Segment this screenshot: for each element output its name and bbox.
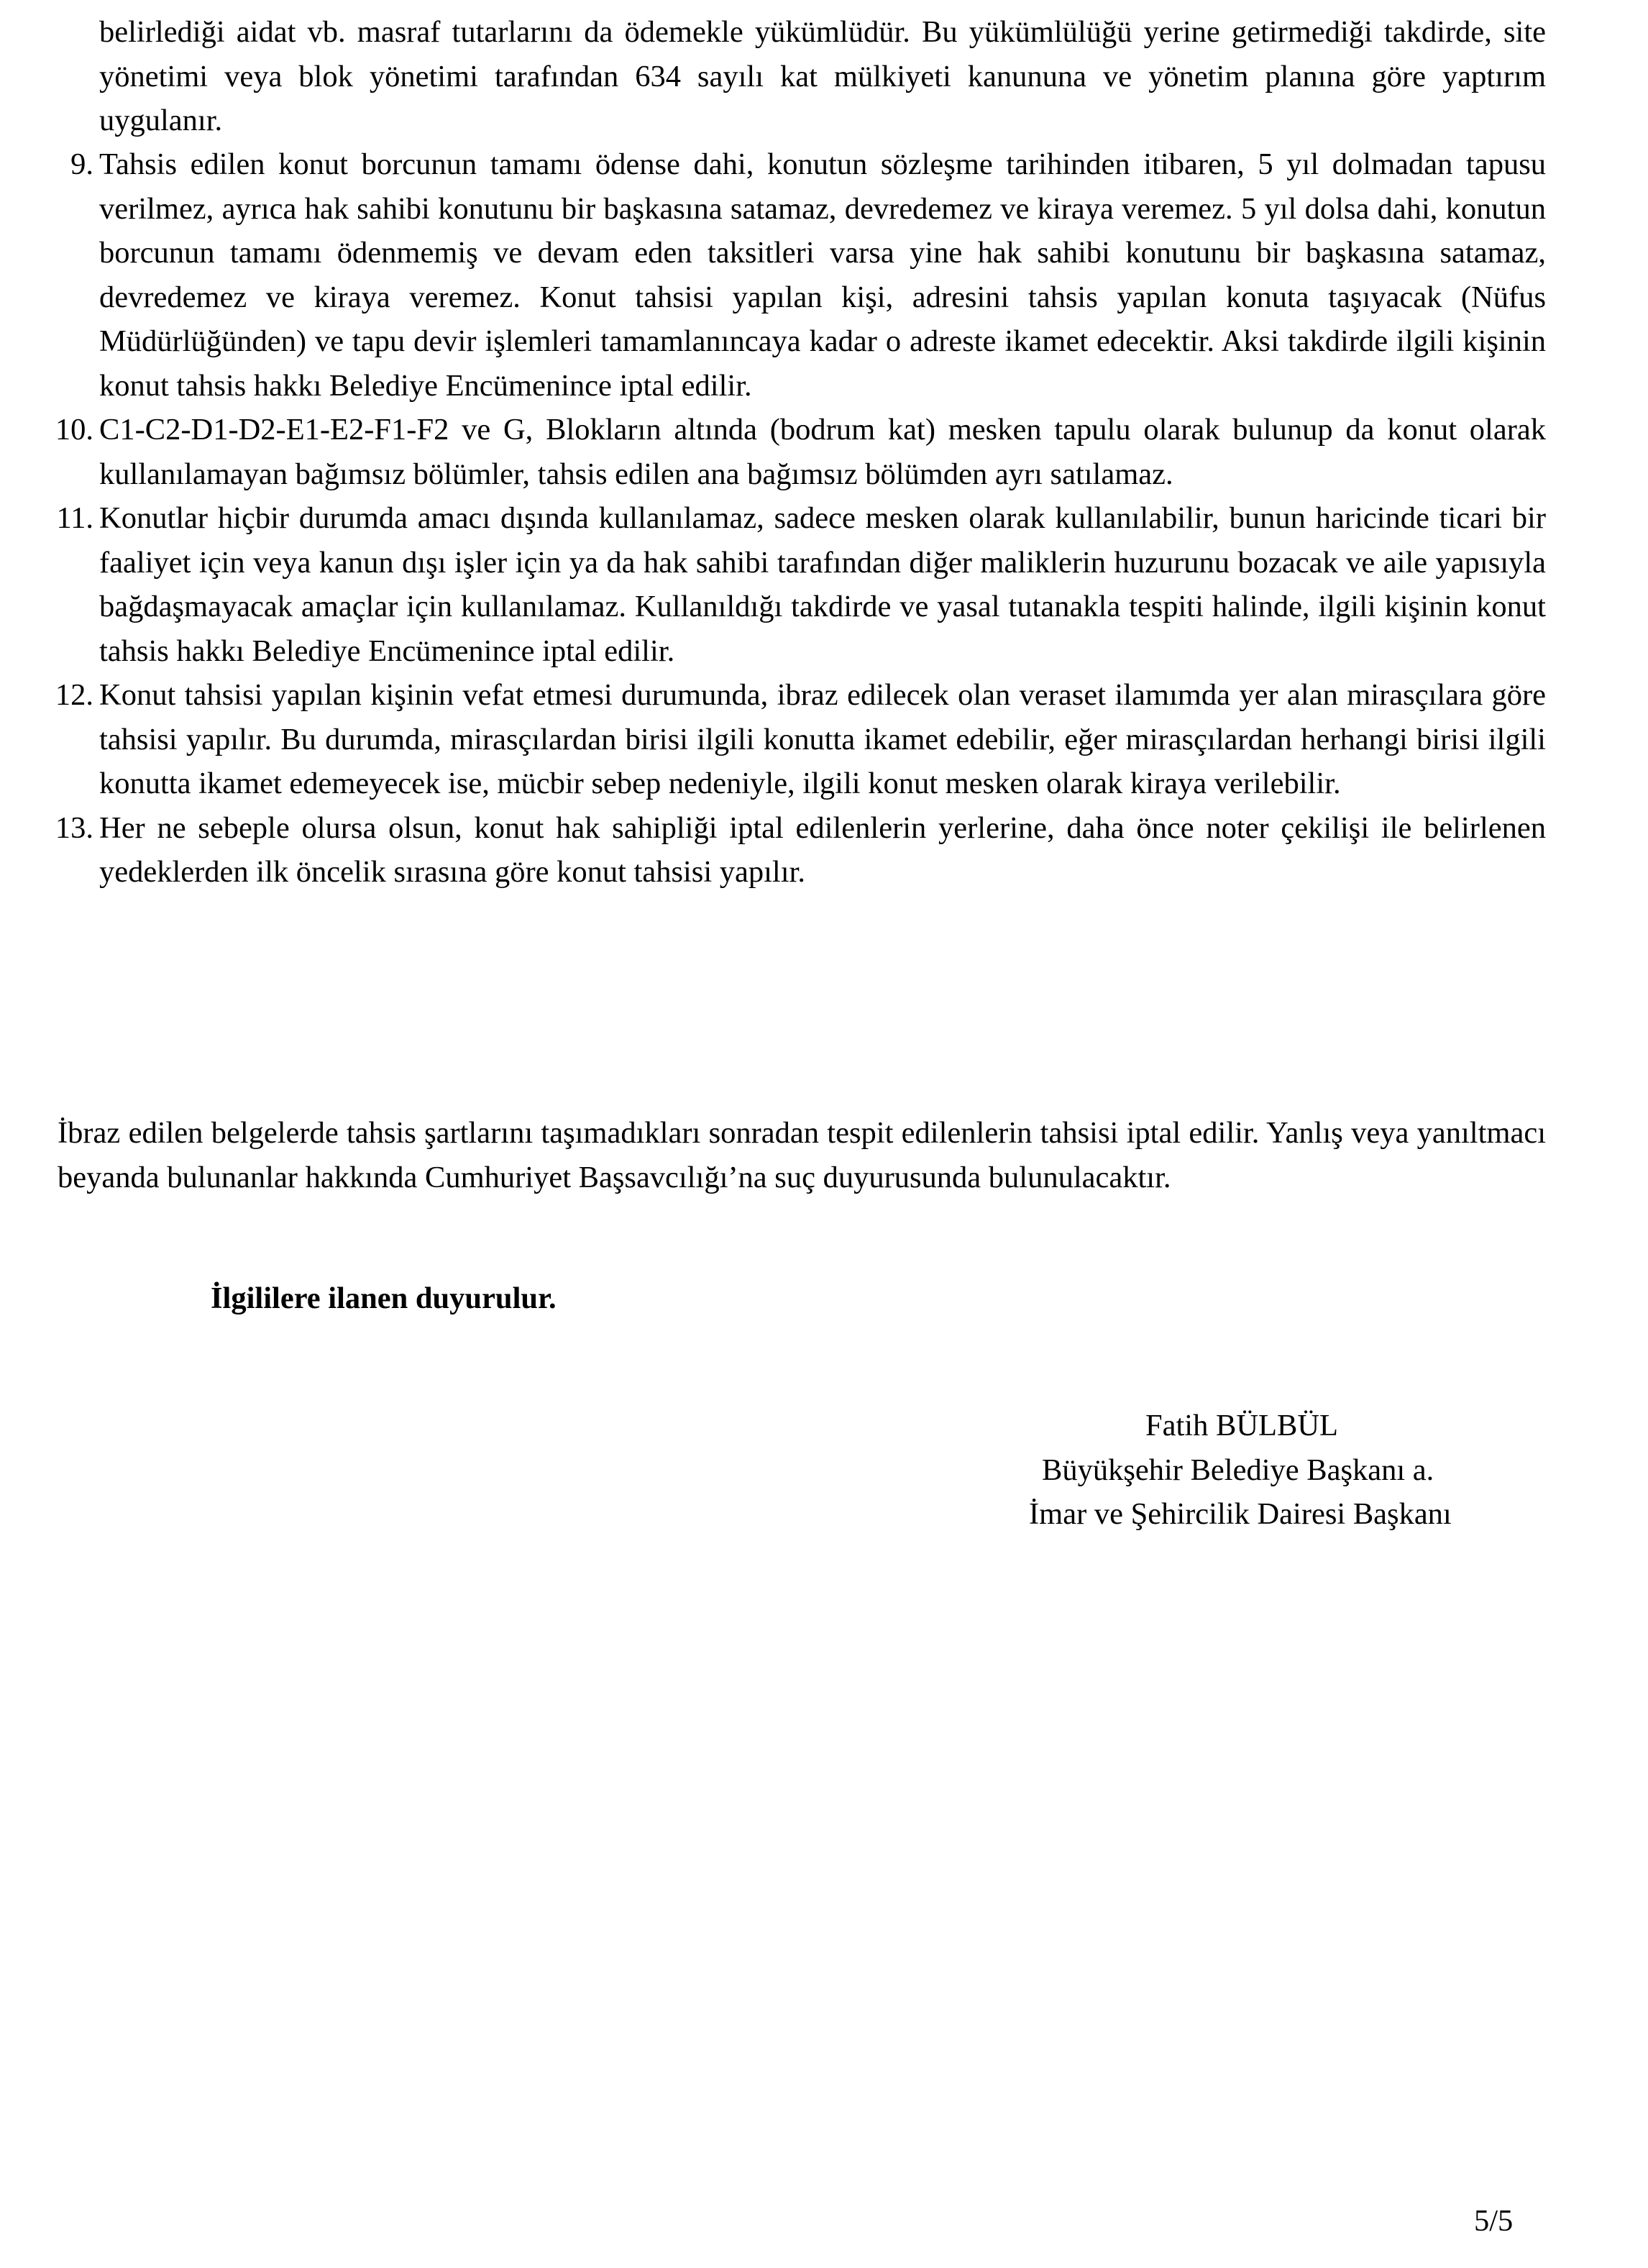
closing-paragraph: İbraz edilen belgelerde tahsis şartlarını taşımadıkları sonradan tespit edilenlerin tahsisi iptal edilir. Yanlış veya yanıltmacı beyanda bulunanlar hakkında Cumhuriyet Başsavcılığı’na suç duyurusunda bulunulacaktır. bbox=[58, 1116, 1546, 1194]
signatory-name: Fatih BÜLBÜL bbox=[1145, 1409, 1338, 1442]
list-item-number: 12. bbox=[55, 678, 93, 712]
list-item-10 bbox=[55, 408, 1546, 496]
announcement-line: İlgililere ilanen duyurulur. bbox=[211, 1281, 557, 1315]
list-item-9 bbox=[58, 142, 1546, 408]
signatory-department: İmar ve Şehircilik Dairesi Başkanı bbox=[1029, 1497, 1452, 1531]
numbered-list bbox=[55, 142, 1546, 895]
list-item-number: 13. bbox=[55, 810, 93, 845]
list-item-number: 10. bbox=[55, 413, 93, 447]
signature-block bbox=[992, 1404, 1539, 1537]
page-number: 5/5 bbox=[1474, 2204, 1514, 2238]
list-item-text: C1-C2-D1-D2-E1-E2-F1-F2 ve G, Blokların altında (bodrum kat) mesken tapulu olarak bulunup da konut olarak kullanılamayan bağımsız bölümler, tahsis edilen ana bağımsız bölümden ayrı satılamaz. bbox=[99, 413, 1546, 491]
list-item-number: 11. bbox=[56, 501, 93, 535]
list-item-text: Konutlar hiçbir durumda amacı dışında kullanılamaz, sadece mesken olarak kullanılabilir, bunun haricinde ticari bir faaliyet için veya kanun dışı işler için ya da hak sahibi tarafından diğer maliklerin huzurunu bozacak ve aile yapısıyla bağdaşmayacak amaçlar için kullanılamaz. Kullanıldığı takdirde ve yasal tutanakla tespiti halinde, ilgili kişinin konut tahsis hakkı Belediye Encümenince iptal edilir. bbox=[99, 501, 1546, 668]
list-item-13 bbox=[55, 806, 1546, 895]
list-item-number: 9. bbox=[70, 147, 93, 181]
list-item-text: Konut tahsisi yapılan kişinin vefat etmesi durumunda, ibraz edilecek olan veraset ilamımda yer alan mirasçılara göre tahsisi yapılır. Bu durumda, mirasçılardan birisi ilgili konutta ikamet edebilir, eğer mirasçılardan herhangi birisi ilgili konutta ikamet edemeyecek ise, mücbir sebep nedeniyle, ilgili konut mesken olarak kiraya verilebilir. bbox=[99, 678, 1546, 800]
continuation-paragraph: belirlediği aidat vb. masraf tutarlarını da ödemekle yükümlüdür. Bu yükümlülüğü yerine getirmediği takdirde, site yönetimi veya blok yönetimi tarafından 634 sayılı kat mülkiyeti kanununa ve yönetim planına göre yaptırım uygulanır. bbox=[99, 15, 1546, 137]
list-item-11 bbox=[58, 496, 1546, 673]
list-item-12 bbox=[55, 673, 1546, 806]
signatory-title: Büyükşehir Belediye Başkanı a. bbox=[1042, 1453, 1434, 1487]
list-item-text: Her ne sebeple olursa olsun, konut hak sahipliği iptal edilenlerin yerlerine, daha önce noter çekilişi ile belirlenen yedeklerden ilk öncelik sırasına göre konut tahsisi yapılır. bbox=[99, 810, 1546, 889]
list-item-text: Tahsis edilen konut borcunun tamamı ödense dahi, konutun sözleşme tarihinden itibaren, 5 yıl dolmadan tapusu verilmez, ayrıca hak sahibi konutunu bir başkasına satamaz, devredemez ve kiraya veremez. 5 yıl dolsa dahi, konutun borcunun tamamı ödenmemiş ve devam eden taksitleri varsa yine hak sahibi konutunu bir başkasına satamaz, devredemez ve kiraya veremez. Konut tahsisi yapılan kişi, adresini tahsis yapılan konuta taşıyacak (Nüfus Müdürlüğünden) ve tapu devir işlemleri tamamlanıncaya kadar o adreste ikamet edecektir. Aksi takdirde ilgili kişinin konut tahsis hakkı Belediye Encümenince iptal edilir. bbox=[99, 147, 1546, 403]
